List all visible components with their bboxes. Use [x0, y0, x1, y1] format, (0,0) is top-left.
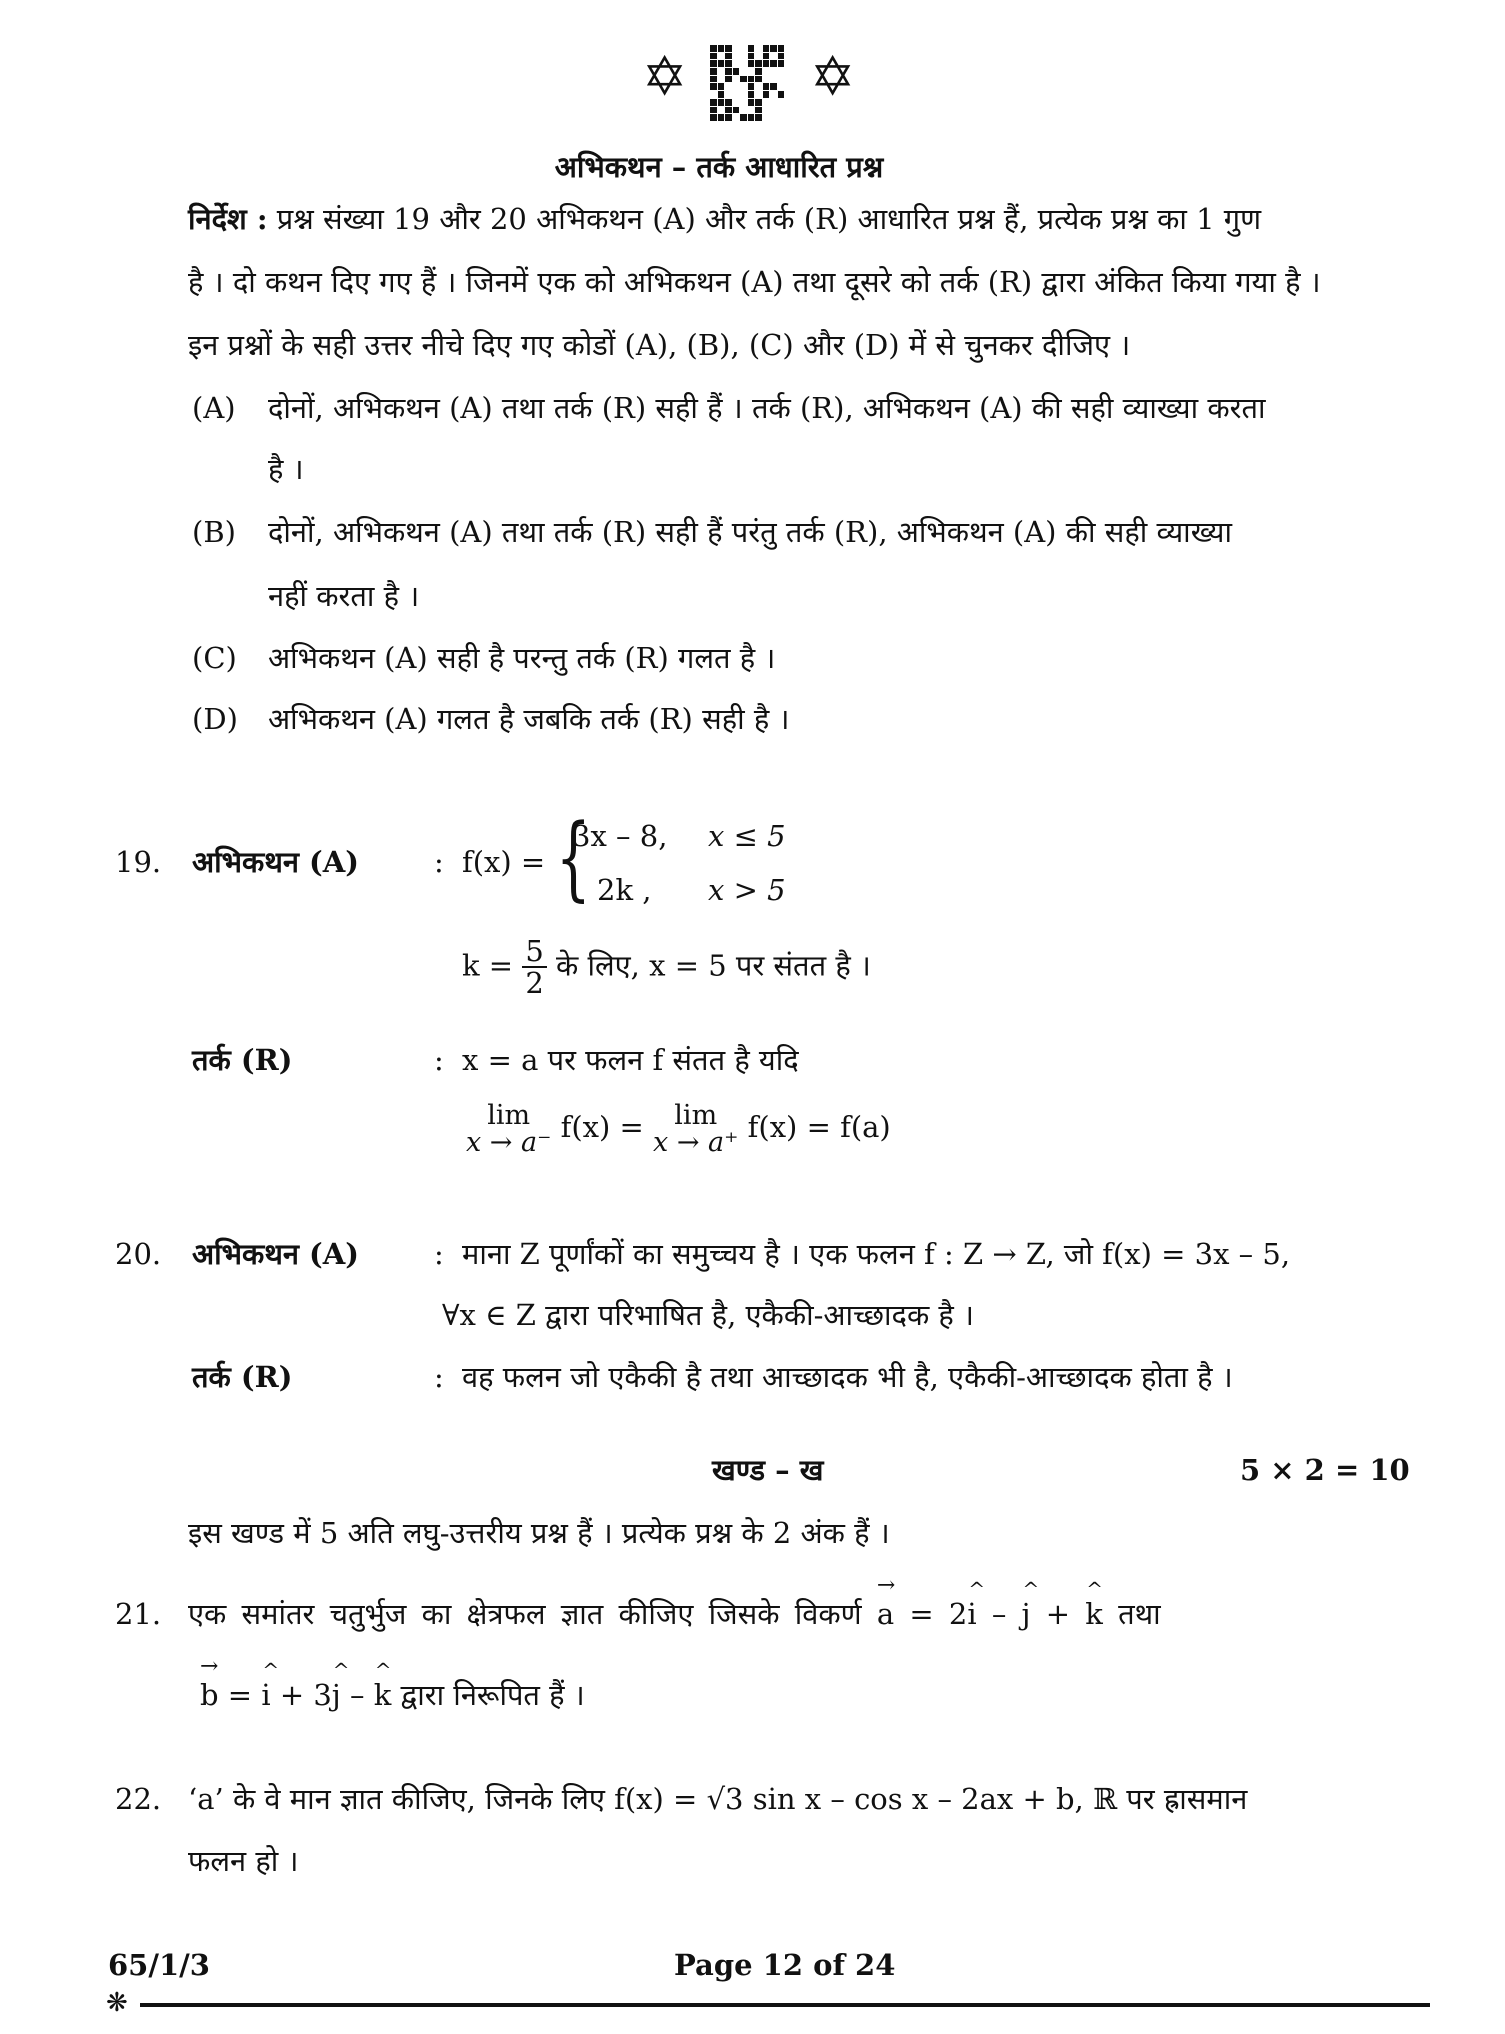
expr: + 3: [279, 1678, 332, 1712]
qr-module: [748, 83, 755, 90]
right-limit-expr: f(x) = f(a): [747, 1110, 891, 1144]
qr-module: [718, 114, 725, 121]
question-number: 22.: [115, 1782, 162, 1816]
question-number: 19.: [115, 845, 162, 879]
qr-module: [755, 107, 762, 114]
option-text: दोनों, अभिकथन (A) तथा तर्क (R) सही हैं । तर्क (R), अभिकथन (A) की सही व्याख्या करता: [268, 391, 1266, 425]
qr-module: [710, 114, 717, 121]
question-number: 20.: [115, 1237, 162, 1271]
qr-module: [778, 91, 785, 98]
star-of-david-icon: ✡: [810, 45, 856, 108]
option-code: (C): [192, 641, 237, 675]
k-equals: k =: [462, 948, 514, 983]
qr-module: [770, 68, 777, 75]
qr-module: [710, 60, 717, 67]
qr-module: [778, 76, 785, 83]
qr-module: [755, 83, 762, 90]
qr-module: [718, 76, 725, 83]
qr-module: [725, 53, 732, 60]
assertion-label: अभिकथन (A): [192, 1237, 359, 1271]
question-number: 21.: [115, 1597, 162, 1631]
qr-module: [740, 60, 747, 67]
qr-module: [710, 76, 717, 83]
qr-module: [718, 99, 725, 106]
k-value-line: [462, 936, 871, 999]
unit-vector-i: ^ i: [967, 1597, 976, 1632]
denominator: 2: [525, 966, 544, 1001]
reason-text: वह फलन जो एकैकी है तथा आच्छादक भी है, एकैकी-आच्छादक होता है ।: [462, 1360, 1233, 1394]
qr-module: [748, 60, 755, 67]
lim-text: lim: [674, 1100, 718, 1131]
expr: –: [350, 1678, 365, 1712]
qr-module: [740, 91, 747, 98]
qr-module: [755, 99, 762, 106]
qr-module: [740, 68, 747, 75]
qr-module: [748, 45, 755, 52]
section-title: खण्ड – ख: [712, 1453, 824, 1487]
qr-module: [763, 114, 770, 121]
option-text: नहीं करता है ।: [268, 579, 420, 613]
qr-module: [740, 99, 747, 106]
qr-module: [770, 45, 777, 52]
qr-module: [770, 53, 777, 60]
lim-subscript: x → a⁺: [653, 1127, 739, 1158]
left-limit: [466, 1102, 551, 1156]
instructions-line-2: है । दो कथन दिए गए हैं । जिनमें एक को अभिकथन (A) तथा दूसरे को तर्क (R) द्वारा अंकित किया गया है ।: [188, 265, 1321, 299]
qr-module: [755, 76, 762, 83]
instructions-line-3: इन प्रश्नों के सही उत्तर नीचे दिए गए कोडों (A), (B), (C) और (D) में से चुनकर दीजिए ।: [188, 328, 1131, 362]
option-text: अभिकथन (A) गलत है जबकि तर्क (R) सही है ।: [268, 702, 790, 736]
qr-module: [710, 91, 717, 98]
lim-text: lim: [487, 1100, 531, 1131]
qr-module: [740, 76, 747, 83]
qr-module: [748, 99, 755, 106]
qr-module: [763, 60, 770, 67]
qr-module: [718, 68, 725, 75]
star-of-david-icon: ✡: [642, 45, 688, 108]
qr-module: [763, 91, 770, 98]
qr-module: [718, 60, 725, 67]
section-marks: 5 × 2 = 10: [1240, 1453, 1410, 1487]
qr-module: [733, 91, 740, 98]
qr-module: [748, 53, 755, 60]
assertion-text: माना Z पूर्णांकों का समुच्चय है । एक फलन f : Z → Z, जो f(x) = 3x – 5,: [462, 1237, 1291, 1271]
option-code: (A): [192, 391, 236, 425]
page-number: Page 12 of 24: [674, 1948, 896, 1982]
qr-module: [748, 114, 755, 121]
qr-module: [763, 83, 770, 90]
qr-module: [778, 68, 785, 75]
qr-module: [770, 91, 777, 98]
qr-module: [770, 60, 777, 67]
qr-module: [733, 114, 740, 121]
qr-module: [733, 45, 740, 52]
option-code: (D): [192, 702, 238, 736]
instructions-line-1: [188, 202, 1261, 237]
qr-module: [725, 68, 732, 75]
qr-module: [710, 107, 717, 114]
expr: +: [1045, 1597, 1071, 1631]
qr-module: [725, 83, 732, 90]
qr-module: [778, 114, 785, 121]
option-code: (B): [192, 515, 236, 549]
qr-module: [755, 91, 762, 98]
qr-module: [770, 114, 777, 121]
option-text: अभिकथन (A) सही है परन्तु तर्क (R) गलत है ।: [268, 641, 776, 675]
qr-module: [733, 53, 740, 60]
instructions-text: प्रश्न संख्या 19 और 20 अभिकथन (A) और तर्क (R) आधारित प्रश्न हैं, प्रत्येक प्रश्न का 1 गुण: [276, 202, 1262, 236]
qr-module: [763, 68, 770, 75]
case-2-condition: x > 5: [708, 873, 786, 907]
qr-module: [763, 99, 770, 106]
reason-label: तर्क (R): [192, 1043, 293, 1077]
qr-module: [770, 83, 777, 90]
qr-module: [733, 99, 740, 106]
reason-label: तर्क (R): [192, 1360, 293, 1394]
colon: :: [434, 845, 444, 879]
qr-module: [733, 107, 740, 114]
qr-module: [755, 60, 762, 67]
qr-module: [778, 83, 785, 90]
k-condition-text: के लिए, x = 5 पर संतत है ।: [555, 948, 871, 983]
option-text: दोनों, अभिकथन (A) तथा तर्क (R) सही हैं परंतु तर्क (R), अभिकथन (A) की सही व्याख्या: [268, 515, 1232, 549]
qr-module: [770, 99, 777, 106]
numerator: 5: [522, 936, 546, 968]
qr-module: [763, 107, 770, 114]
qr-module: [710, 99, 717, 106]
qr-module: [763, 45, 770, 52]
question-text: ‘a’ के वे मान ज्ञात कीजिए, जिनके लिए f(x) = √3 sin x – cos x – 2ax + b, ℝ पर ह्रासमान: [188, 1782, 1248, 1816]
unit-vector-k: ^ k: [374, 1678, 392, 1713]
qr-module: [748, 107, 755, 114]
colon: :: [434, 1043, 444, 1077]
qr-module: [763, 53, 770, 60]
qr-module: [733, 60, 740, 67]
qr-module: [748, 91, 755, 98]
qr-module: [778, 45, 785, 52]
vector-b: → b: [200, 1678, 219, 1713]
section-intro: इस खण्ड में 5 अति लघु-उत्तरीय प्रश्न हैं । प्रत्येक प्रश्न के 2 अंक हैं ।: [188, 1516, 890, 1550]
question-text-part: द्वारा निरूपित हैं ।: [400, 1678, 585, 1712]
qr-module: [710, 68, 717, 75]
qr-module: [778, 107, 785, 114]
conjunction: तथा: [1118, 1597, 1161, 1631]
question-text: [188, 1597, 1161, 1632]
colon: :: [434, 1237, 444, 1271]
qr-module: [710, 83, 717, 90]
qr-module: [778, 53, 785, 60]
qr-module: [740, 83, 747, 90]
case-2-expression: 2k ,: [597, 873, 652, 907]
assertion-text: ∀x ∈ Z द्वारा परिभाषित है, एकैकी-आच्छादक है ।: [442, 1298, 975, 1332]
qr-module: [718, 107, 725, 114]
qr-module: [710, 53, 717, 60]
left-limit-expr: f(x) =: [560, 1110, 644, 1144]
unit-vector-i: ^ i: [261, 1678, 270, 1713]
qr-module: [733, 83, 740, 90]
qr-module: [725, 107, 732, 114]
qr-module: [725, 99, 732, 106]
expr: = 2: [909, 1597, 968, 1631]
function-definition: f(x) =: [462, 845, 546, 879]
qr-module: [740, 45, 747, 52]
qr-module: [755, 68, 762, 75]
qr-module: [725, 60, 732, 67]
limit-expression: [466, 1102, 891, 1156]
option-text: है ।: [268, 452, 304, 486]
assertion-label: अभिकथन (A): [192, 845, 359, 879]
lim-subscript: x → a⁻: [466, 1127, 552, 1158]
reason-text: x = a पर फलन f संतत है यदि: [462, 1043, 799, 1077]
qr-module: [740, 53, 747, 60]
qr-module: [763, 76, 770, 83]
expr: –: [991, 1597, 1007, 1631]
unit-vector-j: ^ j: [332, 1678, 341, 1713]
qr-module: [755, 45, 762, 52]
expr: =: [227, 1678, 253, 1712]
qr-module: [718, 45, 725, 52]
question-text: [200, 1678, 585, 1713]
qr-module: [770, 76, 777, 83]
unit-vector-j: ^ j: [1022, 1597, 1031, 1632]
qr-module: [725, 114, 732, 121]
paper-code: 65/1/3: [108, 1948, 210, 1982]
fraction: [522, 936, 546, 999]
qr-module: [778, 99, 785, 106]
brace: {: [555, 804, 591, 911]
colon: :: [434, 1360, 444, 1394]
qr-code-icon: [710, 45, 784, 121]
qr-module: [770, 107, 777, 114]
footer-divider: [140, 2003, 1430, 2007]
qr-module: [718, 91, 725, 98]
qr-module: [733, 76, 740, 83]
question-text-part: एक समांतर चतुर्भुज का क्षेत्रफल ज्ञात कीजिए जिसके विकर्ण: [188, 1597, 862, 1631]
qr-module: [748, 76, 755, 83]
case-1-condition: x ≤ 5: [708, 819, 786, 853]
qr-module: [718, 53, 725, 60]
instructions-label: निर्देश :: [188, 202, 268, 236]
qr-module: [778, 60, 785, 67]
qr-module: [718, 83, 725, 90]
flower-ornament-icon: ❋: [106, 1988, 128, 2018]
qr-module: [710, 45, 717, 52]
qr-module: [755, 114, 762, 121]
qr-module: [725, 91, 732, 98]
vector-a: → a: [877, 1597, 894, 1632]
unit-vector-k: ^ k: [1085, 1597, 1103, 1632]
qr-module: [755, 53, 762, 60]
case-1-expression: 3x – 8,: [572, 819, 668, 853]
qr-module: [733, 68, 740, 75]
qr-module: [725, 76, 732, 83]
section-heading: अभिकथन – तर्क आधारित प्रश्न: [554, 150, 884, 184]
qr-module: [748, 68, 755, 75]
right-limit: [653, 1102, 738, 1156]
qr-module: [725, 45, 732, 52]
question-text: फलन हो ।: [188, 1844, 299, 1878]
qr-module: [740, 107, 747, 114]
qr-module: [740, 114, 747, 121]
